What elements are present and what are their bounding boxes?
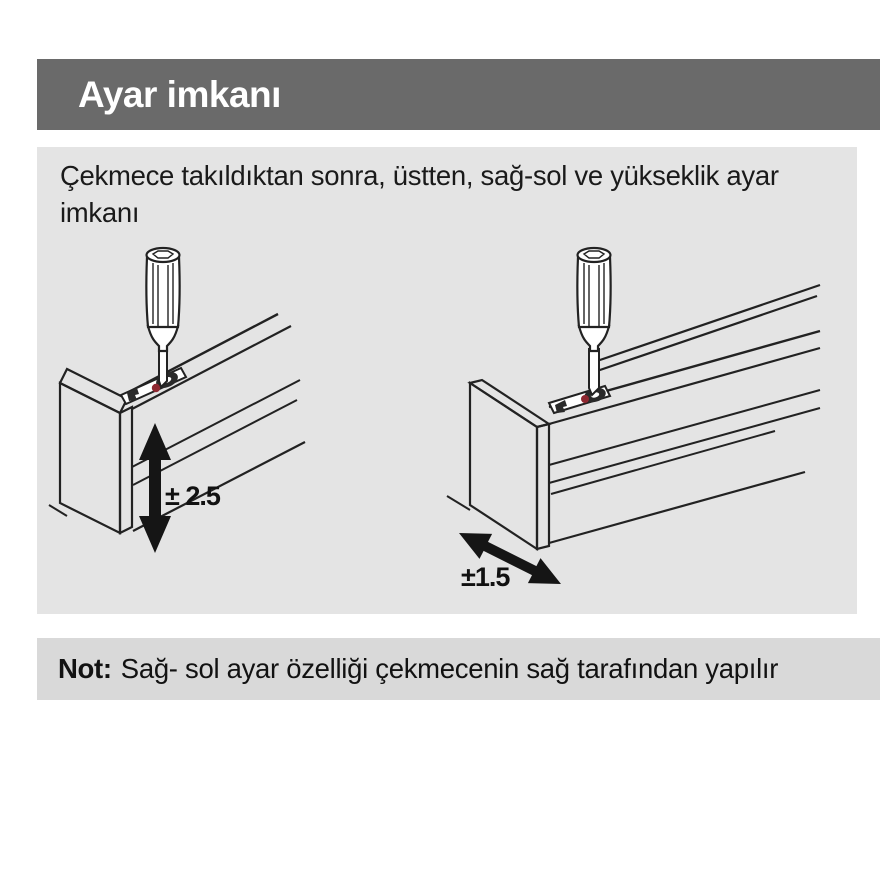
height-adjustment-diagram: [47, 243, 420, 583]
drawer-front-panel: [49, 369, 132, 533]
adjustment-value-left: ± 2.5: [165, 481, 220, 511]
section-header: [37, 59, 880, 130]
screwdriver-icon: [577, 248, 610, 395]
drawer-front-panel: [447, 380, 549, 549]
intro-line-1: Çekmece takıldıktan sonra, üstten, sağ-sol ve yükseklik ayar: [60, 160, 779, 191]
note-bar: [37, 638, 880, 700]
red-adjustment-dot: [581, 395, 589, 403]
page-title: Ayar imkanı: [78, 74, 281, 115]
illustration-panel: [37, 147, 857, 614]
intro-line-2: imkanı: [60, 197, 140, 228]
red-adjustment-dot: [152, 384, 160, 392]
note-label: Not:: [58, 653, 112, 684]
note-text: Sağ- sol ayar özelliği çekmecenin sağ tarafından yapılır: [120, 653, 779, 684]
intro-text: [60, 157, 779, 231]
adjustment-value-right: ±1.5: [461, 562, 510, 592]
side-adjustment-diagram: [445, 243, 835, 603]
screwdriver-icon: [146, 248, 179, 387]
